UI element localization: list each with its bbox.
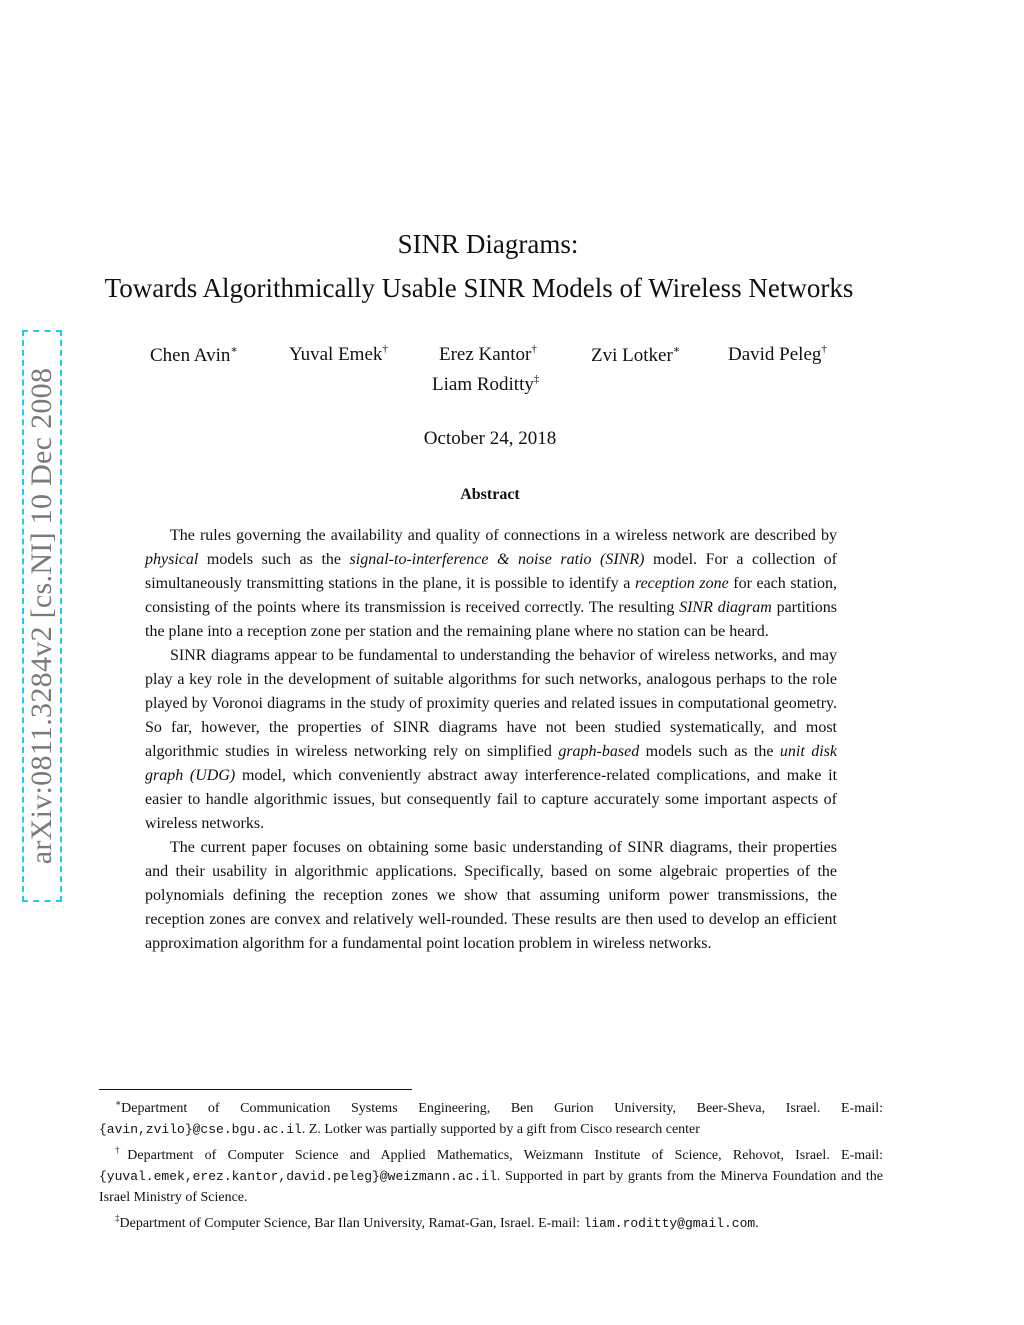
abstract-paragraph: SINR diagrams appear to be fundamental to understanding the behavior of wireless networks, and may play a key role in the development of suitable algorithms for such networks, analogous perhaps to the role played by Voronoi diagrams in the study of proximity queries and related issues in computational geometry. So far, however, the properties of SINR diagrams have not been studied systematically, and most algorithmic studies in wireless networking rely on simplified graph-based models such as the unit disk graph (UDG) model, which conveniently abstract away interference-related complications, and make it easier to handle algorithmic issues, but consequently fail to capture accurately some important aspects of wireless networks. bbox=[145, 647, 838, 832]
author: Yuval Emek† bbox=[289, 343, 388, 365]
author: Erez Kantor† bbox=[439, 343, 537, 365]
footnote: ‡Department of Computer Science, Bar Ilan University, Ramat-Gan, Israel. E-mail: liam.roditty@gmail.com. bbox=[115, 1213, 759, 1231]
author: Liam Roditty‡ bbox=[432, 373, 540, 395]
arxiv-stamp bbox=[22, 330, 62, 902]
arxiv-identifier: arXiv:0811.3284v2 [cs.NI] 10 Dec 2008 bbox=[25, 367, 58, 865]
affiliation-mark: † bbox=[382, 343, 388, 355]
email-address: {avin,zvilo}@cse.bgu.ac.il bbox=[99, 1122, 302, 1137]
affiliation-mark: ‡ bbox=[533, 373, 540, 385]
abstract-body bbox=[145, 524, 837, 956]
title-line-2: Towards Algorithmically Usable SINR Models of Wireless Networks bbox=[104, 273, 854, 303]
footnote: ∗Department of Communication Systems Engineering, Ben Gurion University, Beer-Sheva, Israel. E-mail:{avin,zvilo}@cse.bgu.ac.il. Z. Lotker was partially supported by a gift from Cisco research center bbox=[99, 1098, 883, 1137]
email-address: {yuval.emek,erez.kantor,david.peleg}@weizmann.ac.il bbox=[99, 1169, 497, 1184]
title-line-1: SINR Diagrams: bbox=[397, 229, 579, 259]
author: David Peleg† bbox=[728, 343, 827, 365]
affiliation-mark: ∗ bbox=[672, 344, 681, 356]
affiliation-mark: † bbox=[821, 343, 827, 355]
author: Chen Avin∗ bbox=[150, 344, 238, 366]
footnotes bbox=[99, 1093, 883, 1234]
abstract-heading: Abstract bbox=[460, 486, 520, 503]
abstract-paragraph: The rules governing the availability and quality of connections in a wireless network are described by physical models such as the signal-to-interference & noise ratio (SINR) model. For a collection of simultaneously transmitting stations in the plane, it is possible to identify a reception zone for each station, consisting of the points where its transmission is received correctly. The resulting SINR diagram partitions the plane into a reception zone per station and the remaining plane where no station can be heard. bbox=[145, 527, 838, 640]
footnote-rule bbox=[99, 1089, 412, 1090]
abstract-paragraph: The current paper focuses on obtaining some basic understanding of SINR diagrams, their properties and their usability in algorithmic applications. Specifically, based on some algebraic properties of the polynomials defining the reception zones we show that assuming uniform power transmissions, the reception zones are convex and relatively well-rounded. These results are then used to develop an efficient approximation algorithm for a fundamental point location problem in wireless networks. bbox=[145, 839, 837, 952]
paper-date: October 24, 2018 bbox=[423, 428, 557, 449]
affiliation-mark: † bbox=[531, 343, 537, 355]
footnote: †Department of Computer Science and Applied Mathematics, Weizmann Institute of Science, Rehovot, Israel. E-mail: {yuval.emek,erez.kantor,david.peleg}@weizmann.ac.il. Supported in part by grants from the Minerva Foundation and the Israel Ministry of Science. bbox=[99, 1145, 884, 1205]
affiliation-mark: ∗ bbox=[230, 344, 238, 356]
email-address: liam.roditty@gmail.com bbox=[583, 1216, 756, 1231]
author: Zvi Lotker∗ bbox=[591, 344, 681, 366]
